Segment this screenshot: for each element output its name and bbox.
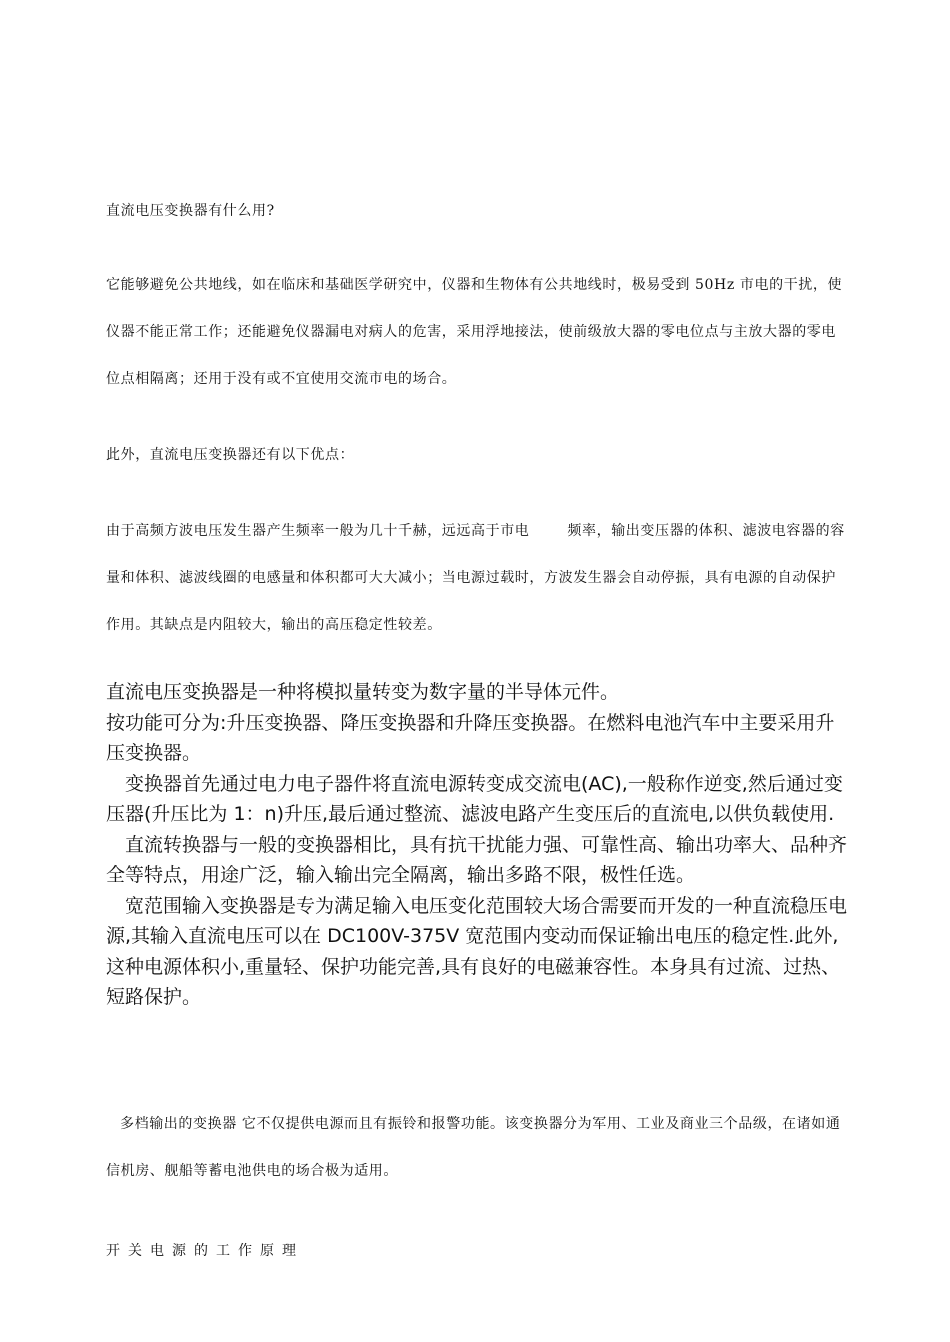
section-heading: 开关电源的工作原理 <box>106 1243 304 1259</box>
body-para-wide-range: 宽范围输入变换器是专为满足输入电压变化范围较大场合需要而开发的一种直流稳压电源,其输入直流电压可以在 DC100V-375V 宽范围内变动而保证输出电压的稳定性.此外,这种电源体积小,重量轻、保护功能完善,具有良好的电磁兼容性。本身具有过流、过热、短路保护。 <box>106 894 848 1008</box>
body-para-inverter: 变换器首先通过电力电子器件将直流电源转变成交流电(AC),一般称作逆变,然后通过变压器(升压比为 1：n)升压,最后通过整流、滤波电路产生变压后的直流电,以供负载使用. <box>106 772 843 825</box>
paragraph-3-part-a: 由于高频方波电压发生器产生频率一般为几十千赫，远远高于市电 <box>106 523 530 539</box>
paragraph-1: 它能够避免公共地线，如在临床和基础医学研究中，仪器和生物体有公共地线时，极易受到 50Hz 市电的干扰，使仪器不能正常工作；还能避免仪器漏电对病人的危害，采用浮地接法，使前级放大器的零电位点与主放大器的零电位点相隔离；还用于没有或不宜使用交流市电的场合。 <box>106 277 843 387</box>
body-line-2: 按功能可分为:升压变换器、降压变换器和升降压变换器。在燃料电池汽车中主要采用升压变换器。 <box>106 711 835 764</box>
paragraph-2: 此外，直流电压变换器还有以下优点： <box>106 447 355 463</box>
paragraph-3 <box>106 508 848 649</box>
body-para-dc-converter: 直流转换器与一般的变换器相比，具有抗干扰能力强、可靠性高、输出功率大、品种齐全等特点，用途广泛，输入输出完全隔离，输出多路不限，极性任选。 <box>106 833 848 886</box>
paragraph-4: 多档输出的变换器 它不仅提供电源而且有振铃和报警功能。该变换器分为军用、工业及商业三个品级，在诸如通信机房、舰船等蓄电池供电的场合极为适用。 <box>106 1116 841 1179</box>
doc-title: 直流电压变换器有什么用? <box>106 203 275 219</box>
body-line-1: 直流电压变换器是一种将模拟量转变为数字量的半导体元件。 <box>106 681 620 703</box>
paragraph-3-part-b: 频率，输出变压器的体积、滤波电容器的容量和体积、滤波线圈的电感量和体积都可大大减小；当电源过载时，方波发生器会自动停振，具有电源的自动保护作用。其缺点是内阻较大，输出的高压稳定性较差。 <box>106 523 845 633</box>
main-body <box>106 677 850 1013</box>
